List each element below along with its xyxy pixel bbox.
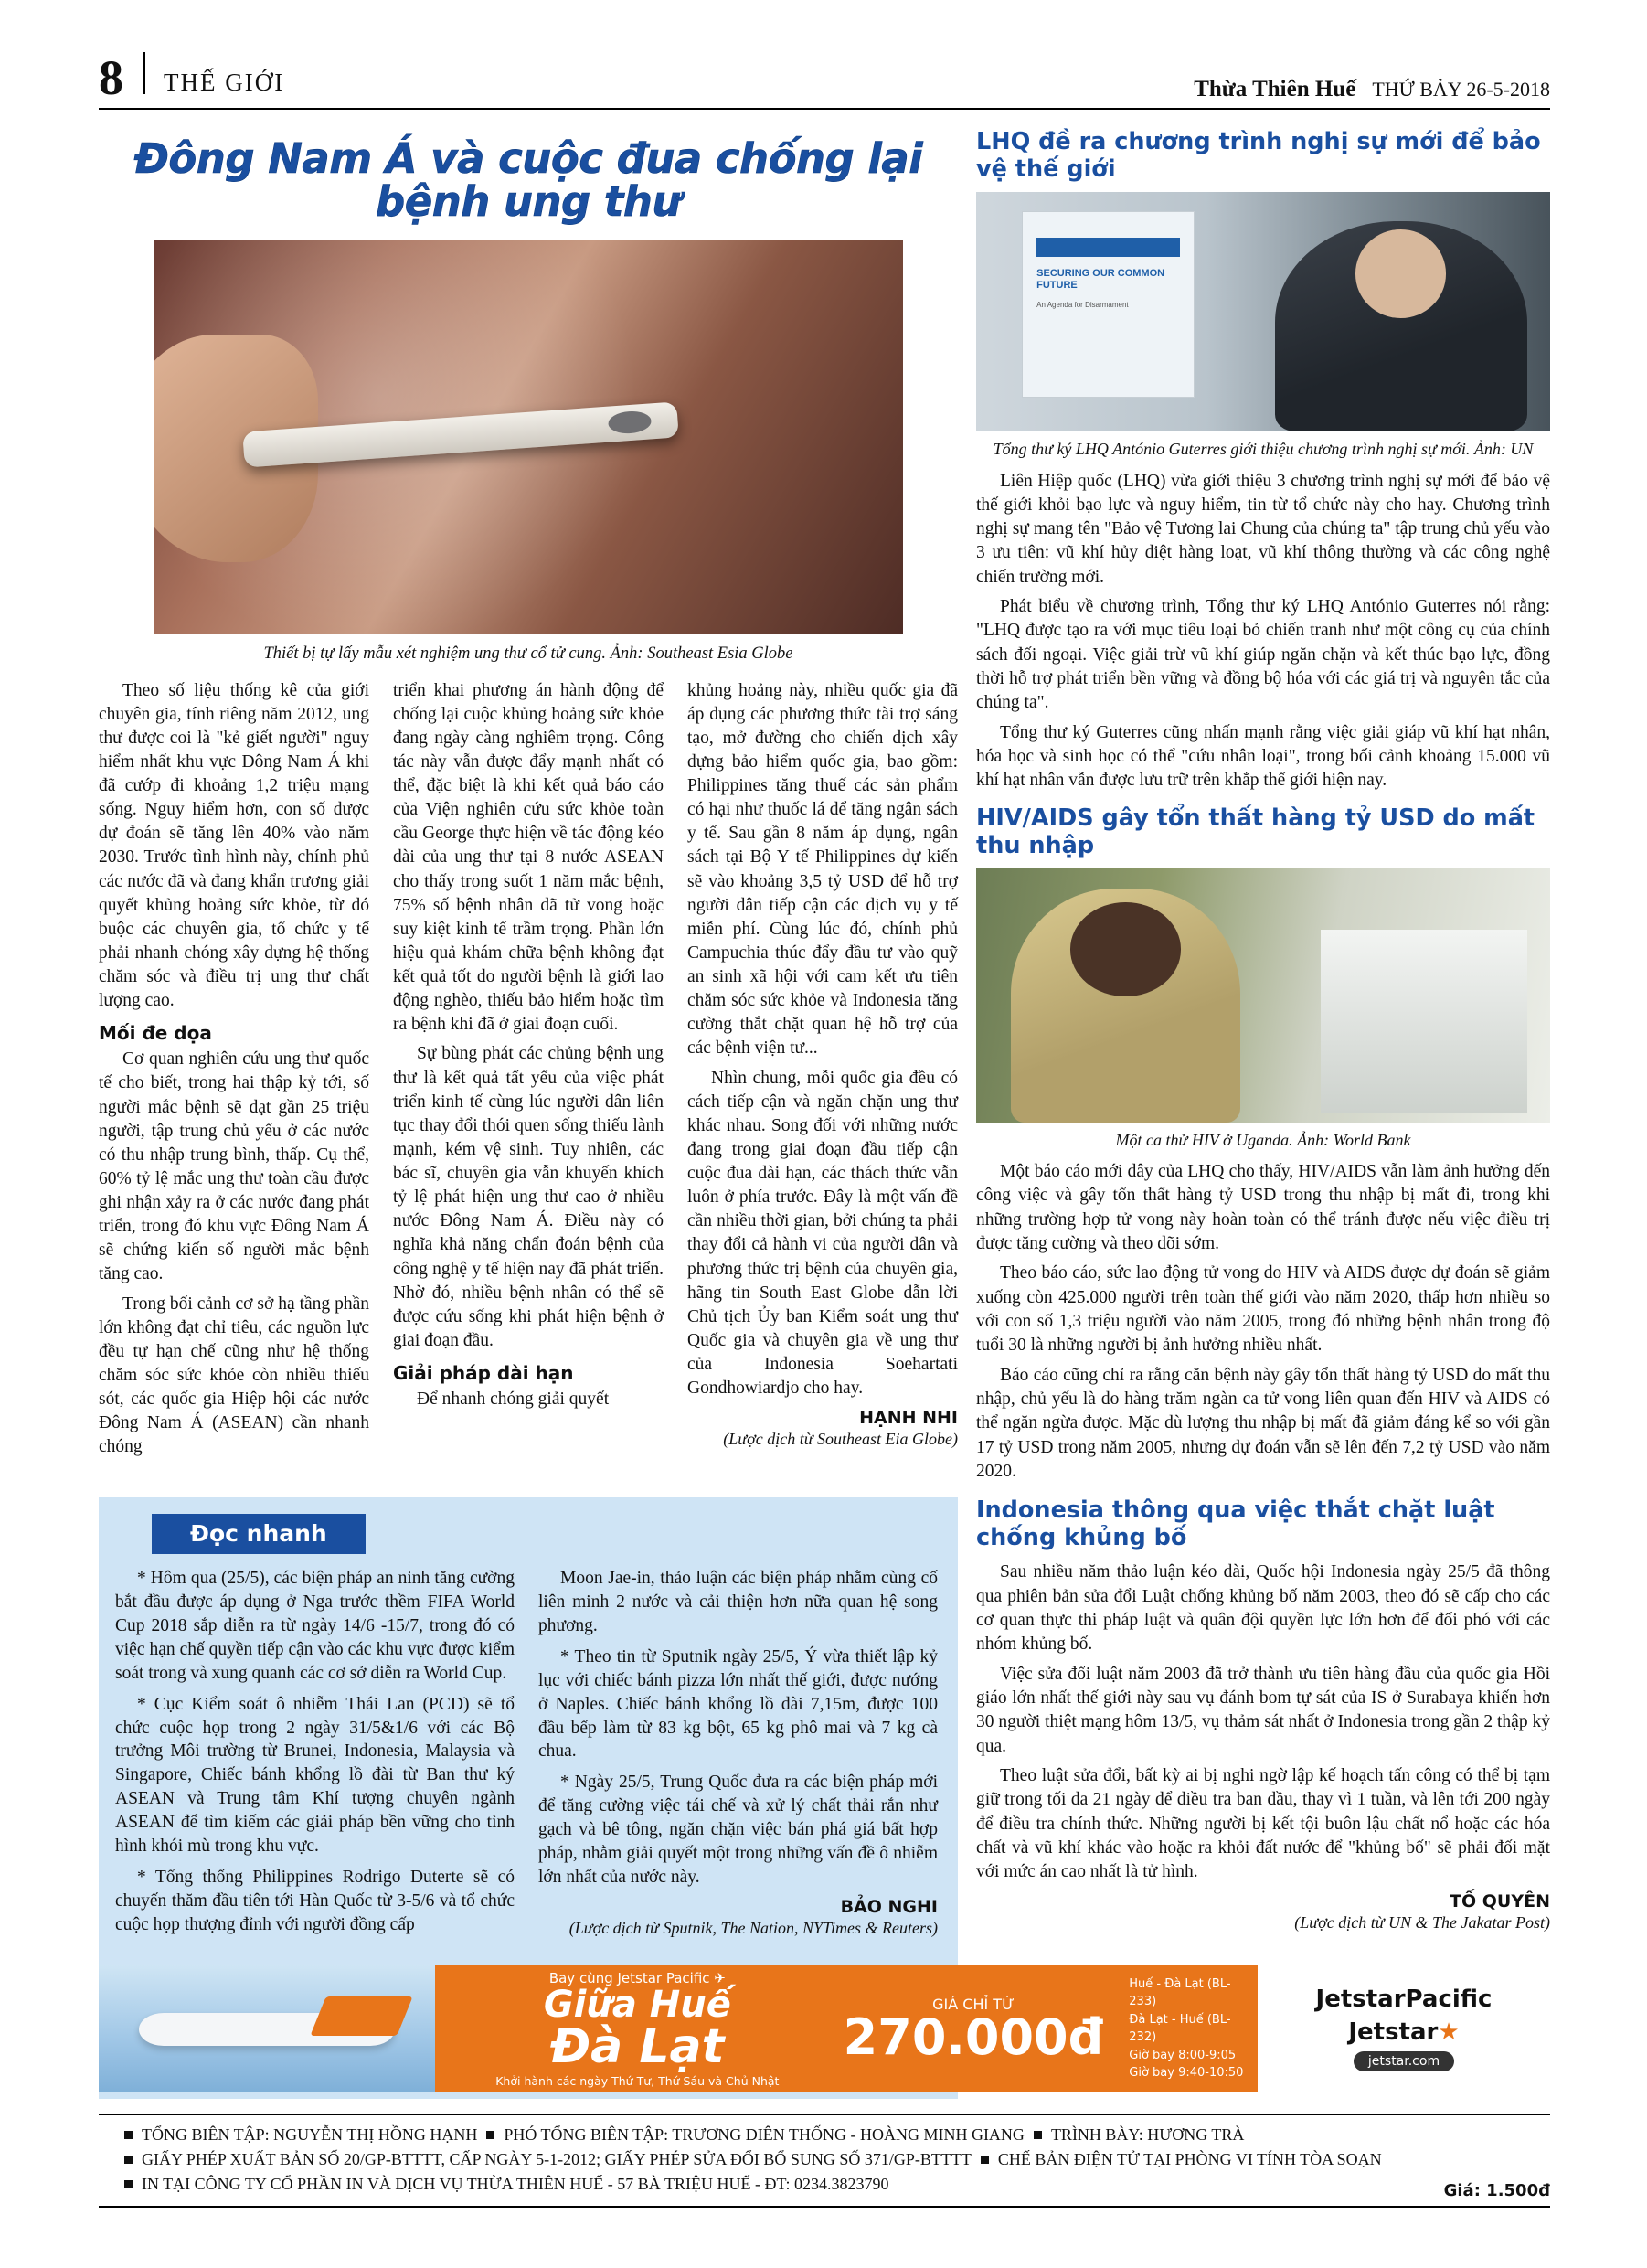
subheading-threat: Mối đe dọa: [99, 1022, 212, 1045]
subheading-longterm: Giải pháp dài hạn: [393, 1362, 574, 1385]
ad-time-1: Giờ bay 8:00-9:05: [1129, 2048, 1237, 2062]
paragraph: Báo cáo cũng chỉ ra rằng căn bệnh này gây tổn thất hàng tỷ USD do mất thu nhập, chủ yếu là do hàng trăm ngàn ca tử vong liên quan đến HIV và AIDS có thể ngăn ngừa được. Mặc dù lượng thu nhập bị mất đã giảm đáng kể so với gần 17 tỷ USD trong năm 2005, nhưng dự đoán vẫn sẽ lên đến 7,2 tỷ USD vào năm 2020.: [976, 1365, 1550, 1481]
bullet-square-icon: [486, 2131, 494, 2139]
main-col-3: [687, 679, 958, 1465]
un-cover-band: [1036, 238, 1180, 256]
paper-name: Thừa Thiên Huế: [1194, 77, 1356, 101]
quickread-item: * Ngày 25/5, Trung Quốc đưa ra các biện pháp mới để tăng cường việc tái chế và xử lý chất thải rắn như gạch và bê tông, ngăn chặn việc bán phá giá bất hợp pháp, nhằm giải quyết một trong những vấn đề ô nhiễm lớn nhất của nước này.: [538, 1773, 938, 1888]
quickread-col-1: [115, 1567, 515, 1944]
section-title: THẾ GIỚI: [164, 69, 285, 96]
paragraph: Theo luật sửa đổi, bất kỳ ai bị nghi ngờ lập kế hoạch tấn công có thể bị tạm giữ trong tối đa 21 ngày để điều tra ban đầu, thay vì 1 tuần, và lên tới 200 ngày để điều tra chính thức. Những người bị kết tội buôn lậu chất nổ hoặc các hóa chất và vũ khí khác vào hoặc ra khỏi đất nước để "khủng bố" sẽ phải đối mặt với mức án cao nhất là tử hình.: [976, 1765, 1550, 1882]
paper-date: THỨ BẢY 26-5-2018: [1372, 78, 1550, 101]
ad-flight-2: Đà Lạt - Huế (BL-232): [1129, 2012, 1231, 2044]
un-photo: [976, 192, 1550, 431]
ad-times-block: [1120, 1975, 1258, 2082]
hiv-lab-shape: [1321, 930, 1527, 1113]
footer-prepress: CHẾ BẢN ĐIỆN TỬ TẠI PHÒNG VI TÍNH TÒA SOẠN: [997, 2150, 1382, 2168]
bullet-square-icon: [124, 2131, 133, 2139]
quickread-item: * Theo tin từ Sputnik ngày 25/5, Ý vừa thiết lập kỷ lục với chiếc bánh pizza lớn nhất thế giới, được nướng ở Naples. Chiếc bánh khổng lồ dài 7,15m, được 100 đầu bếp làm từ 83 kg bột, 65 kg phô mai và 7 kg cà chua.: [538, 1646, 938, 1762]
paragraph: Để nhanh chóng giải quyết: [417, 1390, 610, 1410]
paragraph: Trong bối cảnh cơ sở hạ tầng phần lớn không đạt chỉ tiêu, các nguồn lực đều tự hạn chế cũng như hệ thống chăm sóc sức khỏe còn nhiều thiếu sót, các quốc gia Hiệp hội các nước Đông Nam Á (ASEAN) cần nhanh chóng: [99, 1294, 369, 1457]
hiv-photo-caption: Một ca thử HIV ở Uganda. Ảnh: World Bank: [1115, 1130, 1411, 1149]
quickread-byline: BẢO NGHI: [840, 1896, 938, 1917]
quickread-credit: (Lược dịch từ Sputnik, The Nation, NYTimes & Reuters): [568, 1918, 938, 1937]
paragraph: triển khai phương án hành động để chống lại cuộc khủng hoảng sức khỏe đang ngày càng nghiêm trọng. Công tác này vẫn được đẩy mạnh nhất có thể, đặc biệt là khi kết quả báo cáo của Viện nghiên cứu sức khỏe toàn cầu George thực hiện về tác động kéo dài của ung thư tại 8 nước ASEAN cho thấy trong suốt 1 năm mắc bệnh, 75% số bệnh nhân đã tử vong hoặc suy kiệt kinh tế trầm trọng. Phần lớn hiệu quả khám chữa bệnh không đạt kết quả tốt do người bệnh là giới lao động nghèo, thiếu bảo hiểm hoặc tìm ra bệnh khi đã ở giai đoạn cuối.: [393, 680, 664, 1035]
paragraph: Theo số liệu thống kê của giới chuyên gia, tính riêng năm 2012, ung thư được coi là "kẻ giết người" nguy hiểm nhất khu vực Đông Nam Á khi đã cướp đi khoảng 1,2 triệu mạng sống. Nguy hiểm hơn, con số được dự đoán sẽ tăng lên 40% vào năm 2030. Trước tình hình này, chính phủ các nước đã và đang khẩn trương giải quyết khủng hoảng sức khỏe, từ đó buộc các chuyên gia, tổ chức y tế phải nhanh chóng xây dựng hệ thống chăm sóc và điều trị ung thư chất lượng cao.: [99, 680, 369, 1011]
main-photo: [154, 240, 903, 634]
un-speaker-shape: [1275, 221, 1527, 432]
paragraph: Liên Hiệp quốc (LHQ) vừa giới thiệu 3 chương trình nghị sự mới để bảo vệ thế giới khỏi bạo lực và nguy hiểm, tin từ tổ chức này cho hay. Chương trình nghị sự mang tên "Bảo vệ Tương lai Chung của chúng ta" tập trung chủ yếu vào 3 ưu tiên: vũ khí hủy diệt hàng loạt, vũ khí thông thường và các công nghệ chiến trường mới.: [976, 471, 1550, 587]
right-headline-un: LHQ đề ra chương trình nghị sự mới để bảo vệ thế giới: [976, 128, 1541, 184]
un-report-cover: [1022, 211, 1194, 398]
advertisement-banner[interactable]: [99, 1965, 1550, 2092]
footer-layout: TRÌNH BÀY: HƯƠNG TRÀ: [1050, 2125, 1245, 2144]
right-story-hiv: [976, 804, 1550, 1485]
bullet-square-icon: [981, 2156, 989, 2164]
ad-brand-jetstar-pacific: JetstarPacific: [1315, 1986, 1493, 2013]
ad-route-big: Đà Lạt: [550, 2018, 725, 2074]
main-credit: (Lược dịch từ Southeast Eia Globe): [723, 1430, 958, 1449]
ad-main-panel: [435, 1965, 1258, 2092]
footer-line-2: [99, 2147, 1550, 2172]
indonesia-credit: (Lược dịch từ UN & The Jakatar Post): [1294, 1913, 1550, 1933]
airplane-icon: [139, 2013, 395, 2046]
quickread-item: Moon Jae-in, thảo luận các biện pháp nhằm cùng cố liên minh 2 nước và cải thiện hơn nữa quan hệ song phương.: [538, 1569, 938, 1635]
paragraph: khủng hoảng này, nhiều quốc gia đã áp dụng các phương thức tài trợ sáng tạo, mở đường cho chiến dịch xây dựng bảo hiểm quốc gia, bao gồm: Philippines tăng thuế các sản phẩm có hại như thuốc lá để tăng ngân sách y tế. Sau gần 8 năm áp dụng, ngân sách tại Bộ Y tế Philippines dự kiến sẽ vào khoảng 3,5 tỷ USD để hỗ trợ người dân tiếp cận các dịch vụ y tế miễn phí. Cùng lúc đó, chính phủ Campuchia thúc đẩy đầu tư vào quỹ an sinh xã hội với cam kết ưu tiên chăm sóc sức khỏe và Indonesia tăng cường thắt chặt quan hệ hỗ trợ của các bệnh viện tư...: [687, 680, 958, 1059]
footer-price: Giá: 1.500đ: [1443, 2181, 1550, 2200]
quickread-item: * Tổng thống Philippines Rodrigo Duterte sẽ có chuyến thăm đầu tiên tới Hàn Quốc từ 3-5/6 và tổ chức cuộc họp thượng đỉnh với người đồng cấp: [115, 1868, 515, 1934]
right-headline-indonesia: Indonesia thông qua việc thắt chặt luật chống khủng bố: [976, 1496, 1495, 1552]
indonesia-byline: TỐ QUYÊN: [1450, 1891, 1550, 1912]
ad-route-block: [435, 1970, 827, 2088]
ad-price-value: 270.000đ: [843, 2007, 1104, 2066]
quickread-columns: [115, 1567, 941, 1944]
right-story-indonesia: [976, 1496, 1550, 1933]
paragraph: Sự bùng phát các chủng bệnh ung thư là kết quả tất yếu của việc phát triển kinh tế cùng lúc người dân liên tục thay đổi thói quen sống thiếu lành mạnh, kém vệ sinh. Tuy nhiên, các bác sĩ, chuyên gia vẫn khuyến khích tỷ lệ phát hiện ung thư cao ở nhiều nước Đông Nam Á. Điều này có nghĩa khả năng chẩn đoán bệnh của công nghệ y tế hiện nay đã phát triển. Nhờ đó, nhiều bệnh nhân có thể sẽ được cứu sống khi phát hiện bệnh ở giai đoạn đầu.: [393, 1044, 664, 1350]
main-col-1: [99, 679, 369, 1465]
page-footer: [99, 2114, 1550, 2208]
main-photo-caption: Thiết bị tự lấy mẫu xét nghiệm ung thư cổ tử cung. Ảnh: Southeast Esia Globe: [263, 644, 793, 663]
footer-line-1: [99, 2123, 1550, 2147]
ad-plane-image: [99, 1965, 435, 2092]
ad-price-block: [827, 1995, 1121, 2066]
bullet-square-icon: [124, 2180, 133, 2188]
masthead-divider: [143, 52, 145, 94]
masthead: [99, 49, 1550, 110]
right-story-un: [976, 128, 1550, 793]
paragraph: Sau nhiều năm thảo luận kéo dài, Quốc hội Indonesia ngày 25/5 đã thông qua phiên bản sửa đổi Luật chống khủng bố năm 2003, theo đó sẽ cấp cho các cơ quan thực thi pháp luật và quân đội quyền lực lớn hơn để đối phó với các nhóm khủng bố.: [976, 1562, 1550, 1655]
un-cover-subtitle: An Agenda for Disarmament: [1036, 301, 1129, 310]
right-column: [976, 128, 1550, 1933]
quickread-item: * Cục Kiểm soát ô nhiễm Thái Lan (PCD) sẽ tổ chức cuộc họp trong 2 ngày 31/5&1/6 với các Bộ trưởng Môi trường từ Brunei, Indonesia, Malaysia và Singapore, Chiếc bánh khổng lồ đài từ Ban thư ký ASEAN và Trung tâm Khí tượng chuyên ngành ASEAN để tìm kiếm các giải pháp bền vững cho tình hình khói mù trong khu vực.: [115, 1694, 515, 1857]
paragraph: Phát biểu về chương trình, Tổng thư ký LHQ António Guterres nói rằng: "LHQ được tạo ra với mục tiêu loại bỏ chiến tranh như một công cụ của chính sách đối ngoại. Việc giải trừ vũ khí giúp ngăn chặn và kết thúc bạo lực, đồng thời hỗ trợ phát triển bền vững và đồng bộ hóa với các giá trị và nguyên tắc của chúng ta".: [976, 597, 1550, 713]
main-story-columns: [99, 679, 958, 1465]
footer-printer: IN TẠI CÔNG TY CỔ PHẦN IN VÀ DỊCH VỤ THỪA THIÊN HUẾ - 57 BÀ TRIỆU HUẾ - ĐT: 0234.3823790: [142, 2175, 889, 2193]
paragraph: Một báo cáo mới đây của LHQ cho thấy, HIV/AIDS vẫn làm ảnh hưởng đến công việc và gây tổn thất hàng tỷ USD trong thu nhập bị mất đi, trong khi những trường hợp tử vong này hoàn toàn có thể tránh được nếu việc điều trị được tăng cường và theo dõi sớm.: [976, 1162, 1550, 1254]
main-story: [99, 128, 958, 1464]
paragraph: Cơ quan nghiên cứu ung thư quốc tế cho biết, trong hai thập kỷ tới, số người mắc bệnh sẽ đạt gần 25 triệu người, tập trung chủ yếu ở các nước có thu nhập trung bình, thấp. Cụ thể, 60% tỷ lệ mắc ung thư toàn cầu được ghi nhận xảy ra ở các nước đang phát triển, trong đó khu vực Đông Nam Á sẽ chứng kiến số người mắc bệnh tăng cao.: [99, 1049, 369, 1284]
main-col-2: [393, 679, 664, 1465]
main-byline: HẠNH NHI: [859, 1408, 958, 1429]
paragraph: Tổng thư ký Guterres cũng nhấn mạnh rằng việc giải giáp vũ khí hạt nhân, hóa học và sinh học có thể "cứu nhân loại", trong bối cảnh khoảng 15.000 vũ khí hạt nhân vẫn được lưu trữ trên khắp thế giới hiện nay.: [976, 722, 1550, 791]
footer-editor-in-chief: TỔNG BIÊN TẬP: NGUYỄN THỊ HỒNG HẠNH: [142, 2125, 478, 2144]
footer-line-3: [99, 2172, 1550, 2197]
ad-route-small: Giữa Huế: [543, 1983, 731, 2026]
star-icon: ★: [1438, 2018, 1460, 2046]
paragraph: Theo báo cáo, sức lao động tử vong do HIV và AIDS được dự đoán sẽ giảm xuống còn 425.000 người trên toàn thế giới vào năm 2020, thấp hơn nhiều so với con số 1,3 triệu người vào năm 2005, trong đó những bệnh nhân trong độ tuổi 30 là những người bị ảnh hưởng nhiều nhất.: [976, 1263, 1550, 1356]
footer-deputy-editors: PHÓ TỔNG BIÊN TẬP: TRƯƠNG DIÊN THỐNG - HOÀNG MINH GIANG: [504, 2125, 1025, 2144]
un-photo-caption: Tổng thư ký LHQ António Guterres giới thiệu chương trình nghị sự mới. Ảnh: UN: [993, 440, 1534, 459]
un-cover-title: SECURING OUR COMMON FUTURE: [1036, 267, 1165, 291]
ad-brand-jetstar: Jetstar: [1348, 2018, 1439, 2046]
hiv-photo: [976, 868, 1550, 1123]
ad-jetstar-line: Bay cùng Jetstar Pacific ✈: [548, 1969, 726, 1986]
right-headline-hiv: HIV/AIDS gây tổn thất hàng tỷ USD do mất thu nhập: [976, 804, 1535, 859]
bullet-square-icon: [124, 2156, 133, 2164]
masthead-right: [1194, 77, 1550, 102]
ad-brand-block: [1258, 1965, 1550, 2092]
masthead-left: [99, 50, 285, 105]
page-number: 8: [99, 50, 123, 105]
bullet-square-icon: [1034, 2131, 1042, 2139]
ad-flight-1: Huế - Đà Lạt (BL-233): [1129, 1976, 1231, 2008]
quickread-item: * Hôm qua (25/5), các biện pháp an ninh tăng cường bắt đầu được áp dụng ở Nga trước thềm FIFA World Cup 2018 sắp diễn ra từ ngày 14/6 -15/7, trong đó có việc hạn chế quyền tiếp cận vào các khu vực được kiểm soát trong và xung quanh các cơ sở diễn ra World Cup.: [115, 1569, 515, 1683]
ad-url[interactable]: jetstar.com: [1354, 2051, 1454, 2071]
paragraph: Nhìn chung, mỗi quốc gia đều có cách tiếp cận và ngăn chặn ung thư khác nhau. Song đối với những nước đang trong giai đoạn đầu tiếp cận cuộc đua dài hạn, các thách thức vẫn luôn ở phía trước. Đây là một vấn đề cần nhiều thời gian, bởi chúng ta phải thay đổi cả hành vi của người dân và phương thức trị bệnh của chuyên gia, hãng tin South East Globe dẫn lời Chủ tịch Ủy ban Kiểm soát ung thư Quốc gia và chuyên gia về ung thư của Indonesia Soehartati Gondhowiardjo cho hay.: [687, 1068, 958, 1399]
main-headline: Đông Nam Á và cuộc đua chống lại bệnh ung thư: [133, 134, 923, 227]
quickread-title: Đọc nhanh: [152, 1514, 366, 1554]
hiv-person-shape: [1011, 889, 1240, 1123]
ad-time-2: Giờ bay 9:40-10:50: [1129, 2066, 1244, 2080]
footer-license: GIẤY PHÉP XUẤT BẢN SỐ 20/GP-BTTTT, CẤP NGÀY 5-1-2012; GIẤY PHÉP SỬA ĐỔI BỔ SUNG SỐ 371/GP-BTTTT: [142, 2150, 972, 2168]
ad-note: Khởi hành các ngày Thứ Tư, Thứ Sáu và Chủ Nhật: [495, 2073, 780, 2088]
quickread-col-2: [538, 1567, 938, 1944]
ad-price-label: GIÁ CHỈ TỪ: [932, 1995, 1015, 2013]
paragraph: Việc sửa đổi luật năm 2003 đã trở thành ưu tiên hàng đầu của quốc gia Hồi giáo lớn nhất thế giới này sau vụ đánh bom tự sát của IS ở Surabaya khiến hơn 30 người thiệt mạng hôm 13/5, vụ thảm sát nhất ở Indonesia trong gần 2 thập kỷ qua.: [976, 1664, 1550, 1756]
